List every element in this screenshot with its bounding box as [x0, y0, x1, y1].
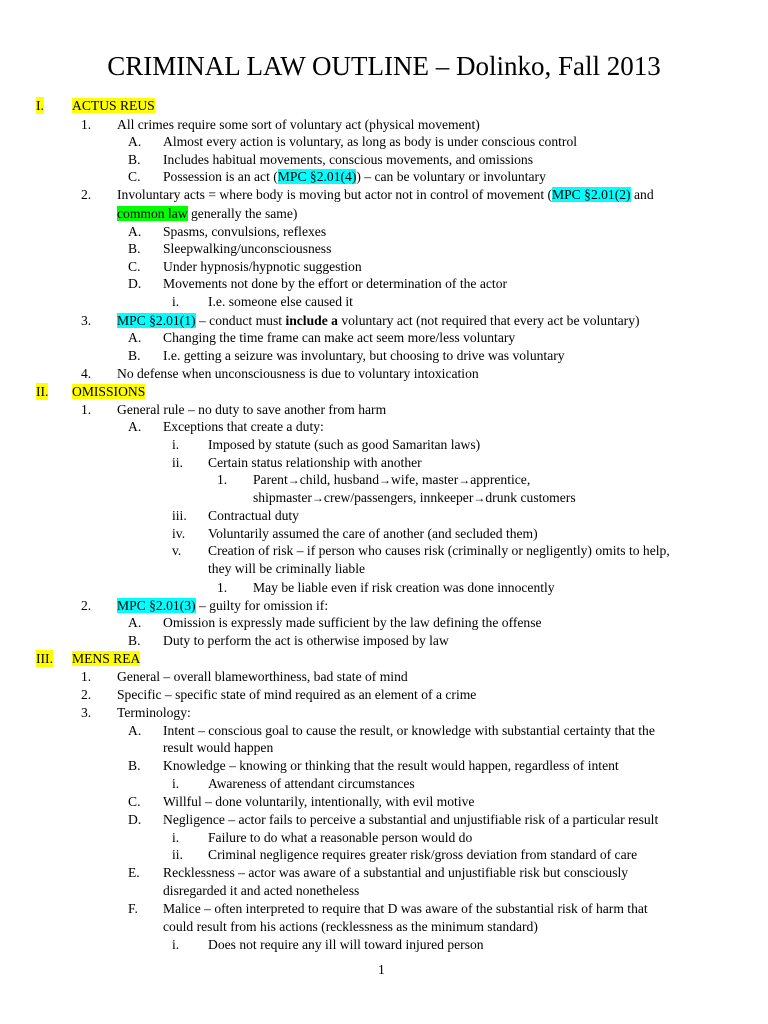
line-text: could result from his actions (recklessness as the minimum standard): [163, 919, 538, 934]
outline-text: [163, 614, 542, 631]
outline-text: [163, 757, 619, 774]
outline-marker: B.: [128, 633, 141, 648]
highlight-mpc-cite: MPC §2.01(1): [117, 313, 196, 328]
line-text: and: [630, 187, 654, 202]
outline-marker: 2.: [81, 187, 92, 202]
outline-marker: i.: [172, 437, 180, 452]
outline-text: [163, 275, 507, 292]
outline-text: [117, 116, 480, 133]
line-text: Criminal negligence requires greater risk/gross deviation from standard of care: [208, 847, 638, 862]
outline-marker: 1.: [217, 580, 228, 595]
outline-marker: A.: [128, 615, 142, 630]
relationship-text: apprentice,: [470, 472, 531, 487]
line-text: generally the same): [187, 206, 298, 221]
line-text: – guilty for omission if:: [195, 598, 329, 613]
outline-text: [163, 168, 546, 185]
line-text: Under hypnosis/hypnotic suggestion: [163, 259, 362, 274]
line-text: voluntary act (not required that every act be voluntary): [337, 313, 640, 328]
line-text: Sleepwalking/unconsciousness: [163, 241, 332, 256]
outline-text: [208, 560, 365, 577]
outline-marker: i.: [172, 294, 180, 309]
line-text: Duty to perform the act is otherwise imposed by law: [163, 633, 449, 648]
outline-marker: i.: [172, 776, 180, 791]
line-text: Awareness of attendant circumstances: [208, 776, 415, 791]
outline-marker: A.: [128, 723, 142, 738]
outline-text: [72, 650, 140, 667]
line-text: All crimes require some sort of voluntary act (physical movement): [117, 117, 480, 132]
line-text: Spasms, convulsions, reflexes: [163, 224, 327, 239]
outline-marker: A.: [128, 224, 142, 239]
outline-text: [117, 365, 479, 382]
outline-text: [208, 936, 484, 953]
line-text: Includes habitual movements, conscious movements, and omissions: [163, 152, 533, 167]
outline-marker: 4.: [81, 366, 92, 381]
outline-text: [163, 632, 449, 649]
line-text: Terminology:: [117, 705, 191, 720]
outline-text: [117, 312, 640, 329]
line-text: I.e. getting a seizure was involuntary, but choosing to drive was voluntary: [163, 348, 565, 363]
arrow-icon: →: [311, 491, 324, 505]
line-text: result would happen: [163, 740, 274, 755]
outline-text: [253, 471, 530, 489]
line-text: May be liable even if risk creation was done innocently: [253, 580, 555, 595]
outline-text: [117, 704, 191, 721]
line-text: General rule – no duty to save another from harm: [117, 402, 387, 417]
outline-text: [253, 579, 555, 596]
outline-marker: C.: [128, 169, 141, 184]
line-text: Recklessness – actor was aware of a substantial and unjustifiable risk but consciously: [163, 865, 629, 880]
line-text: Exceptions that create a duty:: [163, 419, 324, 434]
outline-marker: F.: [128, 901, 138, 916]
outline-marker: C.: [128, 259, 141, 274]
outline-marker: i.: [172, 830, 180, 845]
outline-text: [163, 223, 326, 240]
outline-marker: ii.: [172, 847, 183, 862]
page-title: CRIMINAL LAW OUTLINE – Dolinko, Fall 2013: [107, 51, 661, 81]
relationship-text: Parent: [253, 472, 288, 487]
line-text: Knowledge – knowing or thinking that the result would happen, regardless of intent: [163, 758, 619, 773]
outline-text: [117, 401, 386, 418]
line-text: Involuntary acts = where body is moving but actor not in control of movement (: [117, 187, 553, 202]
outline-marker: 1.: [81, 402, 92, 417]
outline-marker: I.: [36, 98, 44, 113]
outline-text: [208, 846, 637, 863]
line-text: Certain status relationship with another: [208, 455, 422, 470]
line-text: they will be criminally liable: [208, 561, 366, 576]
relationship-text: child, husband: [299, 472, 380, 487]
line-text: Imposed by statute (such as good Samaritan laws): [208, 437, 481, 452]
highlight-mpc-cite: MPC §2.01(4): [277, 169, 357, 184]
outline-marker: 2.: [81, 687, 92, 702]
line-text: Voluntarily assumed the care of another (and secluded them): [208, 526, 538, 541]
outline-text: [72, 97, 155, 114]
line-text: Movements not done by the effort or determination of the actor: [163, 276, 508, 291]
outline-text: [163, 918, 538, 935]
outline-marker: 2.: [81, 598, 92, 613]
outline-text: [163, 240, 331, 257]
outline-text: [117, 668, 408, 685]
line-text: Failure to do what a reasonable person would do: [208, 830, 473, 845]
outline-marker: B.: [128, 241, 141, 256]
outline-marker: E.: [128, 865, 140, 880]
outline-text: [208, 775, 415, 792]
section-title: ACTUS REUS: [72, 98, 155, 113]
arrow-icon: →: [458, 473, 471, 487]
line-text: Almost every action is voluntary, as long as body is under conscious control: [163, 134, 578, 149]
page-number: 1: [378, 962, 385, 977]
outline-text: [208, 829, 472, 846]
outline-marker: C.: [128, 794, 141, 809]
outline-marker: D.: [128, 276, 142, 291]
outline-marker: iv.: [172, 526, 186, 541]
arrow-icon: →: [473, 491, 486, 505]
line-text: ) – can be voluntary or involuntary: [356, 169, 546, 184]
outline-text: [117, 205, 297, 222]
outline-marker: 1.: [81, 669, 92, 684]
line-text: General – overall blameworthiness, bad state of mind: [117, 669, 408, 684]
outline-text: [163, 347, 565, 364]
bold-text: include a: [285, 313, 338, 328]
line-text: Changing the time frame can make act seem more/less voluntary: [163, 330, 516, 345]
outline-marker: 3.: [81, 313, 92, 328]
line-text: Intent – conscious goal to cause the result, or knowledge with substantial certainty that the: [163, 723, 655, 738]
line-text: disregarded it and acted nonetheless: [163, 883, 360, 898]
outline-text: [163, 151, 533, 168]
section-title: MENS REA: [72, 651, 141, 666]
section-title: OMISSIONS: [72, 384, 146, 399]
outline-marker: II.: [36, 384, 49, 399]
outline-text: [163, 900, 648, 917]
arrow-icon: →: [379, 473, 392, 487]
line-text: – conduct must: [195, 313, 286, 328]
line-text: Omission is expressly made sufficient by the law defining the offense: [163, 615, 542, 630]
outline-marker: v.: [172, 543, 182, 558]
line-text: Does not require any ill will toward injured person: [208, 937, 484, 952]
outline-text: [163, 722, 655, 739]
line-text: Malice – often interpreted to require that D was aware of the substantial risk of harm that: [163, 901, 648, 916]
line-text: Willful – done voluntarily, intentionally, with evil motive: [163, 794, 475, 809]
outline-text: [208, 454, 422, 471]
highlight-mpc-cite: MPC §2.01(2): [552, 187, 631, 202]
outline-marker: iii.: [172, 508, 187, 523]
relationship-text: crew/passengers, innkeeper: [323, 490, 474, 505]
outline-marker: III.: [36, 651, 53, 666]
outline-text: [117, 186, 654, 203]
outline-text: [208, 293, 353, 310]
outline-text: [72, 383, 145, 400]
line-text: Creation of risk – if person who causes risk (criminally or negligently) omits to help,: [208, 543, 670, 558]
outline-text: [117, 686, 476, 703]
line-text: Negligence – actor fails to perceive a substantial and unjustifiable risk of a particular result: [163, 812, 659, 827]
outline-marker: 1.: [81, 117, 92, 132]
outline-marker: 3.: [81, 705, 92, 720]
arrow-icon: →: [287, 473, 300, 487]
outline-text: [163, 739, 273, 756]
line-text: Contractual duty: [208, 508, 299, 523]
outline-marker: ii.: [172, 455, 183, 470]
relationship-text: wife, master: [391, 472, 459, 487]
line-text: Specific – specific state of mind required as an element of a crime: [117, 687, 477, 702]
outline-text: [163, 793, 474, 810]
outline-marker: B.: [128, 348, 141, 363]
outline-text: [163, 811, 658, 828]
outline-text: [208, 525, 538, 542]
highlight-common-law: common law: [117, 206, 188, 221]
highlight-mpc-cite: MPC §2.01(3): [117, 598, 196, 613]
outline-marker: B.: [128, 152, 141, 167]
relationship-text: shipmaster: [253, 490, 312, 505]
outline-marker: A.: [128, 134, 142, 149]
line-text: I.e. someone else caused it: [208, 294, 353, 309]
outline-text: [208, 436, 480, 453]
outline-marker: A.: [128, 419, 142, 434]
relationship-text: drunk customers: [485, 490, 576, 505]
outline-marker: i.: [172, 937, 180, 952]
outline-marker: B.: [128, 758, 141, 773]
outline-text: [208, 507, 299, 524]
outline-text: [163, 418, 324, 435]
line-text: Possession is an act (: [163, 169, 278, 184]
outline-text: [163, 329, 515, 346]
line-text: No defense when unconsciousness is due to voluntary intoxication: [117, 366, 479, 381]
outline-text: [117, 597, 328, 614]
outline-marker: D.: [128, 812, 142, 827]
outline-text: [163, 864, 628, 881]
outline-marker: 1.: [217, 472, 228, 487]
outline-text: [163, 258, 362, 275]
outline-text: [253, 489, 576, 507]
outline-text: [163, 882, 359, 899]
outline-marker: A.: [128, 330, 142, 345]
outline-text: [208, 542, 670, 559]
outline-text: [163, 133, 577, 150]
